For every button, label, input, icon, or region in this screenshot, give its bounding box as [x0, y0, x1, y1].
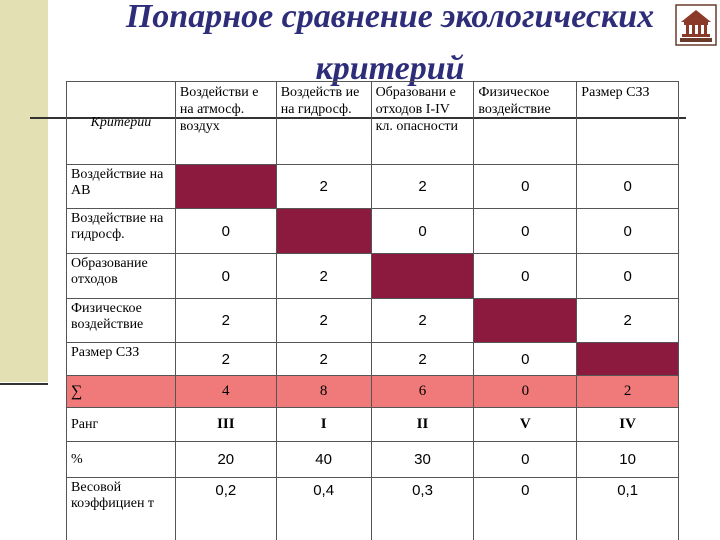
table-cell: 0 [474, 442, 577, 478]
row-header: % [67, 442, 176, 478]
table-cell: 2 [276, 165, 371, 209]
table-cell: III [175, 408, 276, 442]
left-accent-bar [0, 0, 48, 382]
table-cell: 0,2 [175, 478, 276, 540]
row-header: Размер СЗЗ [67, 343, 176, 376]
slide-title-line2: критерий [315, 50, 465, 87]
table-cell: 8 [276, 376, 371, 408]
row-header: Ранг [67, 408, 176, 442]
table-row [67, 343, 679, 376]
table-cell: 0,1 [577, 478, 679, 540]
table-cell: 0 [577, 254, 679, 299]
table-cell: 20 [175, 442, 276, 478]
table-cell: 30 [371, 442, 474, 478]
table-cell: 0 [371, 209, 474, 254]
table-cell: 4 [175, 376, 276, 408]
table-cell: 2 [175, 343, 276, 376]
table-row [67, 209, 679, 254]
table-cell: 2 [276, 299, 371, 343]
table-row [67, 165, 679, 209]
table-cell: 2 [175, 299, 276, 343]
rank-row [67, 408, 679, 442]
column-header: Воздействи е на атмосф. воздух [175, 82, 276, 165]
table-cell: 0,4 [276, 478, 371, 540]
table-cell: 0 [577, 165, 679, 209]
diagonal-cell [276, 209, 371, 254]
slide-title [60, 0, 720, 88]
table-cell: 0 [474, 209, 577, 254]
percent-row [67, 442, 679, 478]
weight-row [67, 478, 679, 540]
column-header: Воздейств ие на гидросф. [276, 82, 371, 165]
row-header: Образование отходов [67, 254, 176, 299]
table-cell: 2 [577, 376, 679, 408]
table-cell: 2 [371, 165, 474, 209]
diagonal-cell [371, 254, 474, 299]
table-cell: I [276, 408, 371, 442]
diagonal-cell [474, 299, 577, 343]
left-accent-line [0, 383, 48, 385]
pairwise-comparison-table [66, 81, 679, 540]
table-cell: 0 [577, 209, 679, 254]
corner-header: Критерии [67, 82, 176, 165]
sum-row [67, 376, 679, 408]
table-cell: 6 [371, 376, 474, 408]
table-cell: 0 [474, 478, 577, 540]
diagonal-cell [577, 343, 679, 376]
table-cell: 2 [276, 343, 371, 376]
table-cell: 0 [175, 209, 276, 254]
table-cell: 2 [371, 299, 474, 343]
table-cell: 0 [175, 254, 276, 299]
table-cell: 10 [577, 442, 679, 478]
table-cell: 2 [371, 343, 474, 376]
row-header: Воздействие на АВ [67, 165, 176, 209]
table-cell: 40 [276, 442, 371, 478]
table-cell: 2 [276, 254, 371, 299]
table-cell: 0 [474, 165, 577, 209]
university-building-logo-icon [675, 4, 717, 46]
column-header: Образовани е отходов I-IV кл. опасности [371, 82, 474, 165]
table-cell: V [474, 408, 577, 442]
row-header: Весовой коэффициен т [67, 478, 176, 540]
table-cell: 0 [474, 254, 577, 299]
table-cell: 0,3 [371, 478, 474, 540]
table-header-row [67, 82, 679, 165]
table-row [67, 299, 679, 343]
row-header: Физическое воздействие [67, 299, 176, 343]
table-row [67, 254, 679, 299]
table-cell: 0 [474, 343, 577, 376]
column-header: Физическое воздействие [474, 82, 577, 165]
diagonal-cell [175, 165, 276, 209]
row-header: Воздействие на гидросф. [67, 209, 176, 254]
table-cell: 0 [474, 376, 577, 408]
table-cell: IV [577, 408, 679, 442]
column-header: Размер СЗЗ [577, 82, 679, 165]
table-cell: 2 [577, 299, 679, 343]
slide-title-line1: Попарное сравнение экологических [125, 0, 655, 35]
table-cell: II [371, 408, 474, 442]
row-header: ∑ [67, 376, 176, 408]
